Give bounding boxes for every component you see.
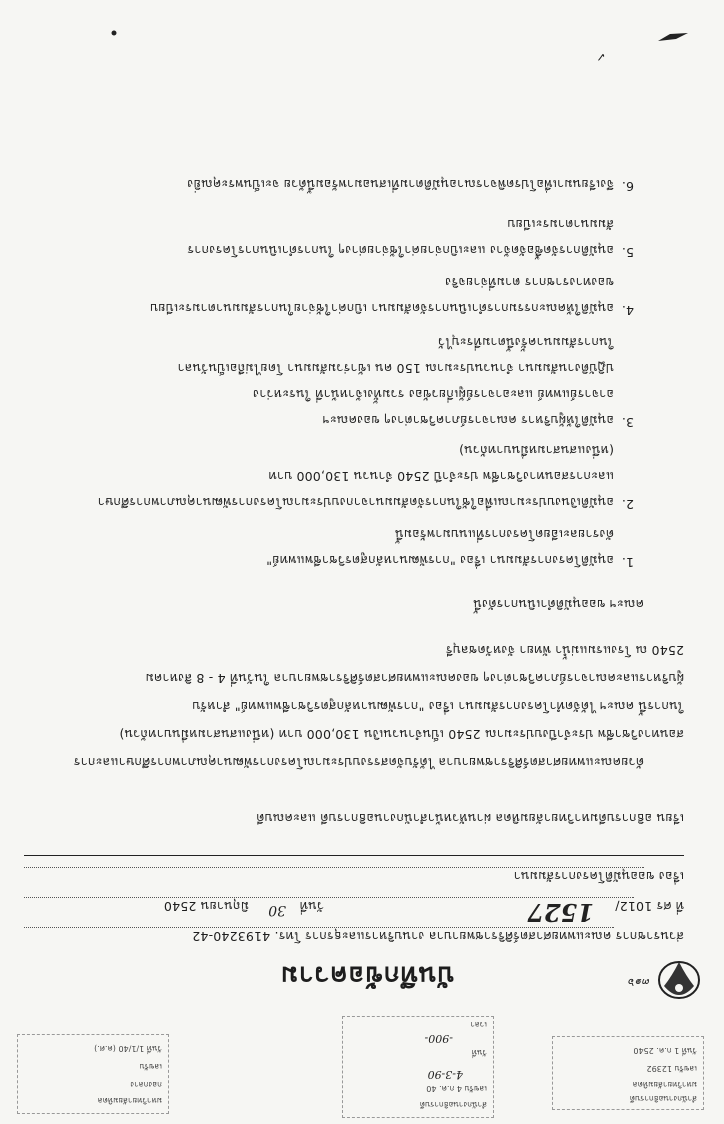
garuda-emblem-icon xyxy=(654,956,704,1006)
item-line: อนุมัติการจัดซื้อจัดจ้าง และเบิกจ่ายค่าใช้จ่ายต่างๆ ในการดำเนินการโครงการ xyxy=(187,243,614,258)
item-number: 1. xyxy=(621,555,634,570)
ref-no-handwritten: 1527 xyxy=(527,898,594,927)
memo-title: บันทึกข้อความ xyxy=(279,960,454,990)
item-line: อนุมัติให้คณะกรรมการดำเนินการจัดสัมมนา เบิกค่าใช้จ่ายในการสัมมนาตามระเบียบ xyxy=(149,301,614,316)
item-number: 3. xyxy=(621,415,634,430)
receipt-stamp-left xyxy=(552,1036,704,1110)
item-line: ดังรายละเอียดโครงการที่แนบมาพร้อมนี้ xyxy=(394,527,614,542)
receipt-stamp-right xyxy=(17,1034,169,1114)
paragraph-line: ด้วยคณะแพทยศาสตร์ศิริราชพยาบาล ได้รับจัดสรรงบประมาณโครงการพัฒนาคุณภาพการศึกษาและการ xyxy=(73,755,644,770)
stamp-line: มหาวิทยาลัยมหิดล xyxy=(632,1080,697,1089)
item-line: จึงเรียนมาเพื่อโปรดพิจารณาอนุมัติตามที่เสนอมาพร้อมนี้ด้วย จะเป็นพระคุณยิ่ง xyxy=(187,177,614,192)
paragraph-line: ผู้บริหารและคณาจารย์ภาควิชาต่างๆ ของคณะแพทยศาสตร์ศิริราชพยาบาล ในวันที่ 4 - 8 สิงหาคม xyxy=(145,671,684,686)
paragraph-line: ในการนี้ คณะฯ ได้จัดทำโครงการสัมมนา เรื่อง "การพัฒนาหลักสูตรวิชาชีพแพทย์" สำหรับ xyxy=(192,699,684,714)
item-line: ของทางราชการ ตามที่จ่ายจริง xyxy=(444,275,614,290)
stamp-line: กองกลาง xyxy=(130,1080,162,1089)
item-line: อนุมัติเงินงบประมาณเพื่อใช้ในการจัดสัมมนาจากงบประมาณโครงการพัฒนาคุณภาพการศึกษา xyxy=(97,495,614,510)
date-month-year: มิถุนายน 2540 xyxy=(163,899,249,914)
stamp-line: วันที่ 1/1/40 (ค.ศ.) xyxy=(94,1044,162,1053)
subject-line: เรื่อง ขออนุมัติโครงการสัมมนา xyxy=(513,869,684,884)
date-label: วันที่ xyxy=(299,899,324,914)
agency-line: ส่วนราชการ คณะแพทยศาสตร์ศิริราชพยาบาล งานบริหารและธุรการ โทร. 4193240-42 xyxy=(192,929,684,944)
date-day: 30 xyxy=(268,902,286,918)
item-number: 4. xyxy=(621,303,634,318)
item-line: ปฏิบัติงานสัมมนา จำนวนประมาณ 150 คน เข้าร่วมสัมมนา โดยไม่ถือเป็นวันลา xyxy=(177,361,614,376)
item-number: 2. xyxy=(621,497,634,512)
ref-no-label: ที่ ศร 1012/ xyxy=(615,899,684,914)
paragraph-line: 2540 ณ โรงแรมแม่น้ำ พัทยา จังหวัดชลบุรี xyxy=(445,643,684,658)
stamp-line: สำนักงานอธิการบดี xyxy=(419,1100,487,1109)
stamp-line: เลขรับ 4 ก.ค. 40 xyxy=(426,1084,487,1093)
corner-check-mark: ✓ xyxy=(595,50,606,64)
item-number: 6. xyxy=(621,179,634,194)
pen-mark-icon xyxy=(656,30,690,44)
item-line: ในการสัมมนาครั้งนี้ตามที่ระบุไว้ xyxy=(437,335,614,350)
stamp-line: เลขรับ xyxy=(139,1062,162,1071)
stamp-handwritten: 4-3-90 xyxy=(427,1068,463,1081)
item-number: 5. xyxy=(621,245,634,260)
stamp-line: วันที่ xyxy=(471,1048,487,1057)
item-line: และการสอนทางวิชาชีพ ประจำปี 2540 จำนวน 130,000 บาท xyxy=(268,469,614,484)
stamp-line: วันที่ 1 ก.ค. 2540 xyxy=(633,1046,697,1055)
item-line: อนุมัติให้ผู้บริหาร คณาจารย์ภาควิชาต่างๆ ของคณะฯ xyxy=(322,413,614,428)
paragraph-line: สอนทางวิชาชีพ ประจำปีงบประมาณ 2540 เป็นจำนวนเงิน 130,000 บาท (หนึ่งแสนสามหมื่นบาทถ้วน) xyxy=(119,727,684,742)
stamp-handwritten: -900- xyxy=(424,1032,453,1045)
item-line: อาจารย์แพทย์ และอาจารย์ผู้เกี่ยวข้อง รวมทั้งเจ้าหน้าที่ ในระหว่าง xyxy=(252,387,614,402)
item-line: อนุมัติโครงการสัมมนา เรื่อง "การพัฒนาหลักสูตรวิชาชีพแพทย์" xyxy=(266,553,614,568)
stamp-line: มหาวิทยาลัยมหิดล xyxy=(97,1096,162,1105)
item-line: (หนึ่งแสนสามหมื่นบาทถ้วน) xyxy=(458,443,614,458)
stamp-line: เวลา xyxy=(470,1020,487,1029)
dot-mark-icon xyxy=(110,36,118,44)
stamp-line: สำนักงานอธิการบดี xyxy=(629,1094,697,1103)
item-line: สัมมนาตามระเบียบ xyxy=(507,217,614,232)
receipt-stamp-middle xyxy=(342,1016,494,1118)
stamp-line: เลขรับ 12392 xyxy=(646,1064,697,1073)
recipient-line: เรียน อธิการบดีมหาวิทยาลัยมหิดล ผ่านหัวหน้าสำนักงานอธิการบดี และคณบดี xyxy=(256,811,684,826)
seal-note: ๓๑๖ xyxy=(628,976,650,989)
request-intro: คณะฯ ขออนุมัติดำเนินการดังนี้ xyxy=(473,597,644,612)
